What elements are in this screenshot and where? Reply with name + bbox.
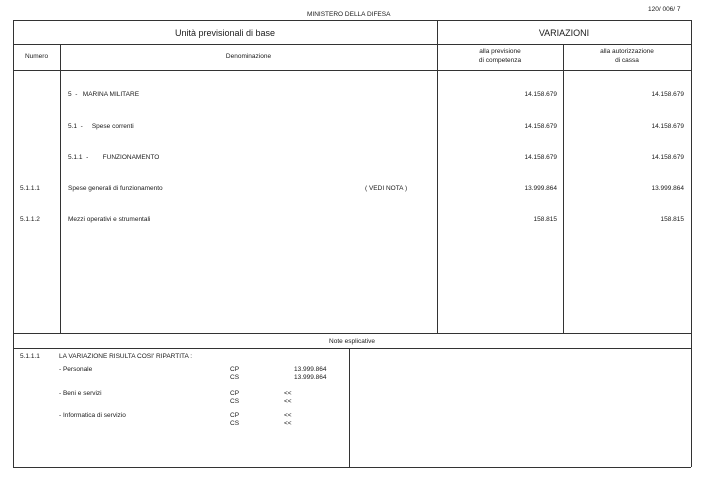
note-item-label: - Beni e servizi: [59, 390, 102, 397]
note-item-cp-value: <<: [284, 412, 292, 419]
row-denominazione: 5 - MARINA MILITARE: [68, 91, 140, 98]
note-item-label: - Personale: [59, 366, 93, 373]
row-competenza: 14.158.679: [524, 154, 557, 161]
row-competenza: 14.158.679: [524, 123, 557, 130]
row-competenza: 158.815: [533, 216, 557, 223]
note-item-cp: CP: [230, 390, 240, 397]
row-denominazione: 5.1 - Spese correnti: [68, 123, 134, 130]
notes-title: Note esplicative: [329, 338, 375, 345]
row-cassa: 14.158.679: [651, 154, 684, 161]
note-item-cs-value: <<: [284, 398, 292, 405]
row-cassa: 13.999.864: [651, 185, 684, 192]
row-cassa: 158.815: [660, 216, 684, 223]
header-cassa-line2: di cassa: [615, 57, 639, 64]
header-variazioni: VARIAZIONI: [538, 28, 590, 38]
note-item-cp-value: <<: [284, 390, 292, 397]
header-denominazione: Denominazione: [225, 53, 272, 60]
header-unita: Unità previsionali di base: [174, 28, 276, 38]
note-item-cp-value: 13.999.864: [294, 366, 327, 373]
notes-heading: LA VARIAZIONE RISULTA COSI' RIPARTITA :: [59, 353, 193, 360]
note-item-cp: CP: [230, 366, 240, 373]
ministry-title: MINISTERO DELLA DIFESA: [307, 11, 391, 18]
note-item-cs: CS: [230, 374, 240, 381]
note-item-label: - Informatica di servizio: [59, 412, 126, 419]
header-competenza-line2: di competenza: [478, 57, 522, 64]
header-numero: Numero: [24, 53, 49, 60]
note-item-cs-value: 13.999.864: [294, 374, 327, 381]
row-competenza: 14.158.679: [524, 91, 557, 98]
notes-ref: 5.1.1.1: [20, 353, 40, 360]
row-denominazione: Mezzi operativi e strumentali: [68, 216, 151, 223]
header-competenza-line1: alla previsione: [479, 48, 521, 55]
note-item-cp: CP: [230, 412, 240, 419]
row-numero: 5.1.1.1: [20, 185, 40, 192]
note-item-cs: CS: [230, 420, 240, 427]
header-cassa-line1: alla autorizzazione: [600, 48, 654, 55]
row-cassa: 14.158.679: [651, 91, 684, 98]
note-item-cs: CS: [230, 398, 240, 405]
page-reference: 120/ 006/ 7: [648, 6, 681, 13]
row-cassa: 14.158.679: [651, 123, 684, 130]
row-vedi-nota: ( VEDI NOTA ): [365, 185, 408, 192]
row-denominazione: Spese generali di funzionamento: [68, 185, 163, 192]
note-item-cs-value: <<: [284, 420, 292, 427]
row-numero: 5.1.1.2: [20, 216, 40, 223]
row-denominazione: 5.1.1 - FUNZIONAMENTO: [68, 154, 160, 161]
row-competenza: 13.999.864: [524, 185, 557, 192]
